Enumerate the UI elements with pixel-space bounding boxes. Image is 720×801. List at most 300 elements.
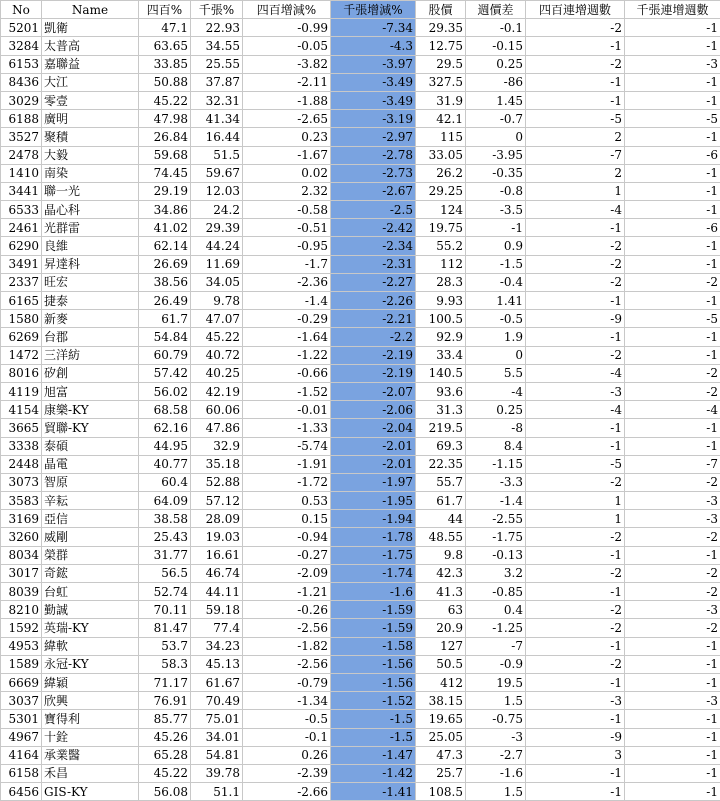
table-row[interactable] bbox=[1, 619, 720, 637]
cell-weekly-diff[interactable]: 3.2 bbox=[466, 564, 526, 582]
table-row[interactable] bbox=[1, 37, 720, 55]
cell-1000-streak[interactable]: -1 bbox=[625, 710, 720, 728]
cell-1000-pct[interactable]: 45.22 bbox=[191, 328, 243, 346]
cell-weekly-diff[interactable]: -1.5 bbox=[466, 255, 526, 273]
cell-400-pct[interactable]: 81.47 bbox=[139, 619, 191, 637]
cell-400-pct[interactable]: 58.3 bbox=[139, 655, 191, 673]
cell-400-streak[interactable]: -5 bbox=[526, 110, 625, 128]
cell-1000-change[interactable]: -3.19 bbox=[331, 110, 416, 128]
cell-1000-pct[interactable]: 40.72 bbox=[191, 346, 243, 364]
cell-400-pct[interactable]: 62.14 bbox=[139, 237, 191, 255]
cell-400-streak[interactable]: -1 bbox=[526, 91, 625, 109]
table-row[interactable] bbox=[1, 528, 720, 546]
cell-weekly-diff[interactable]: -2.7 bbox=[466, 746, 526, 764]
table-row[interactable] bbox=[1, 364, 720, 382]
cell-400-streak[interactable]: -4 bbox=[526, 364, 625, 382]
cell-price[interactable]: 93.6 bbox=[416, 382, 466, 400]
cell-weekly-diff[interactable]: -2.55 bbox=[466, 510, 526, 528]
cell-name[interactable]: 台虹 bbox=[42, 583, 139, 601]
cell-name[interactable]: 十銓 bbox=[42, 728, 139, 746]
cell-400-pct[interactable]: 34.86 bbox=[139, 201, 191, 219]
cell-400-pct[interactable]: 64.09 bbox=[139, 492, 191, 510]
table-row[interactable] bbox=[1, 146, 720, 164]
cell-no[interactable]: 3441 bbox=[1, 182, 42, 200]
cell-name[interactable]: 威剛 bbox=[42, 528, 139, 546]
cell-1000-change[interactable]: -2.26 bbox=[331, 292, 416, 310]
cell-no[interactable]: 8016 bbox=[1, 364, 42, 382]
cell-1000-streak[interactable]: -1 bbox=[625, 728, 720, 746]
cell-1000-change[interactable]: -2.07 bbox=[331, 382, 416, 400]
cell-1000-streak[interactable]: -3 bbox=[625, 692, 720, 710]
table-row[interactable] bbox=[1, 473, 720, 491]
cell-price[interactable]: 327.5 bbox=[416, 73, 466, 91]
cell-weekly-diff[interactable]: -86 bbox=[466, 73, 526, 91]
cell-name[interactable]: 太普高 bbox=[42, 37, 139, 55]
cell-1000-change[interactable]: -2.5 bbox=[331, 201, 416, 219]
cell-no[interactable]: 3527 bbox=[1, 128, 42, 146]
cell-1000-streak[interactable]: -6 bbox=[625, 219, 720, 237]
cell-400-streak[interactable]: 2 bbox=[526, 164, 625, 182]
column-header-400-pct[interactable]: 四百% bbox=[139, 1, 191, 19]
cell-1000-pct[interactable]: 34.05 bbox=[191, 273, 243, 291]
cell-400-change[interactable]: -1.7 bbox=[243, 255, 331, 273]
cell-1000-streak[interactable]: -2 bbox=[625, 583, 720, 601]
table-row[interactable] bbox=[1, 437, 720, 455]
column-header-no[interactable]: No bbox=[1, 1, 42, 19]
cell-1000-pct[interactable]: 51.5 bbox=[191, 146, 243, 164]
cell-weekly-diff[interactable]: 5.5 bbox=[466, 364, 526, 382]
cell-1000-pct[interactable]: 9.78 bbox=[191, 292, 243, 310]
cell-no[interactable]: 8034 bbox=[1, 546, 42, 564]
column-header-1000-streak[interactable]: 千張連增週數 bbox=[625, 1, 720, 19]
cell-name[interactable]: 晶電 bbox=[42, 455, 139, 473]
cell-400-change[interactable]: -1.72 bbox=[243, 473, 331, 491]
cell-1000-change[interactable]: -1.42 bbox=[331, 764, 416, 782]
cell-1000-change[interactable]: -2.42 bbox=[331, 219, 416, 237]
table-row[interactable] bbox=[1, 546, 720, 564]
cell-1000-change[interactable]: -1.95 bbox=[331, 492, 416, 510]
cell-weekly-diff[interactable]: -1.15 bbox=[466, 455, 526, 473]
cell-name[interactable]: 貿聯-KY bbox=[42, 419, 139, 437]
cell-1000-pct[interactable]: 28.09 bbox=[191, 510, 243, 528]
cell-1000-streak[interactable]: -3 bbox=[625, 510, 720, 528]
cell-1000-pct[interactable]: 51.1 bbox=[191, 783, 243, 801]
cell-400-streak[interactable]: -3 bbox=[526, 692, 625, 710]
cell-name[interactable]: 亞信 bbox=[42, 510, 139, 528]
cell-price[interactable]: 115 bbox=[416, 128, 466, 146]
cell-no[interactable]: 3017 bbox=[1, 564, 42, 582]
cell-1000-change[interactable]: -1.74 bbox=[331, 564, 416, 582]
cell-1000-streak[interactable]: -2 bbox=[625, 273, 720, 291]
cell-1000-pct[interactable]: 34.01 bbox=[191, 728, 243, 746]
cell-price[interactable]: 100.5 bbox=[416, 310, 466, 328]
cell-400-pct[interactable]: 56.02 bbox=[139, 382, 191, 400]
cell-1000-streak[interactable]: -7 bbox=[625, 455, 720, 473]
cell-no[interactable]: 3491 bbox=[1, 255, 42, 273]
cell-1000-pct[interactable]: 52.88 bbox=[191, 473, 243, 491]
cell-price[interactable]: 9.93 bbox=[416, 292, 466, 310]
cell-400-change[interactable]: -1.52 bbox=[243, 382, 331, 400]
cell-1000-change[interactable]: -1.6 bbox=[331, 583, 416, 601]
cell-no[interactable]: 4154 bbox=[1, 401, 42, 419]
cell-400-pct[interactable]: 45.22 bbox=[139, 764, 191, 782]
cell-400-change[interactable]: -0.1 bbox=[243, 728, 331, 746]
cell-weekly-diff[interactable]: 1.5 bbox=[466, 692, 526, 710]
cell-400-streak[interactable]: 1 bbox=[526, 510, 625, 528]
cell-1000-change[interactable]: -2.27 bbox=[331, 273, 416, 291]
table-row[interactable] bbox=[1, 382, 720, 400]
cell-price[interactable]: 41.3 bbox=[416, 583, 466, 601]
cell-400-change[interactable]: -0.01 bbox=[243, 401, 331, 419]
cell-400-change[interactable]: -0.58 bbox=[243, 201, 331, 219]
cell-400-pct[interactable]: 70.11 bbox=[139, 601, 191, 619]
cell-1000-change[interactable]: -1.5 bbox=[331, 728, 416, 746]
cell-weekly-diff[interactable]: -1.4 bbox=[466, 492, 526, 510]
cell-400-streak[interactable]: -1 bbox=[526, 673, 625, 691]
cell-400-streak[interactable]: -1 bbox=[526, 637, 625, 655]
cell-price[interactable]: 19.75 bbox=[416, 219, 466, 237]
cell-name[interactable]: 勤誠 bbox=[42, 601, 139, 619]
cell-400-change[interactable]: -0.95 bbox=[243, 237, 331, 255]
cell-no[interactable]: 2337 bbox=[1, 273, 42, 291]
cell-1000-pct[interactable]: 40.25 bbox=[191, 364, 243, 382]
cell-1000-change[interactable]: -4.3 bbox=[331, 37, 416, 55]
cell-price[interactable]: 48.55 bbox=[416, 528, 466, 546]
cell-400-change[interactable]: -3.82 bbox=[243, 55, 331, 73]
cell-price[interactable]: 33.4 bbox=[416, 346, 466, 364]
cell-400-change[interactable]: -1.88 bbox=[243, 91, 331, 109]
table-row[interactable] bbox=[1, 91, 720, 109]
cell-no[interactable]: 3338 bbox=[1, 437, 42, 455]
cell-price[interactable]: 127 bbox=[416, 637, 466, 655]
cell-400-pct[interactable]: 25.43 bbox=[139, 528, 191, 546]
cell-price[interactable]: 31.3 bbox=[416, 401, 466, 419]
cell-400-pct[interactable]: 54.84 bbox=[139, 328, 191, 346]
cell-1000-change[interactable]: -2.19 bbox=[331, 364, 416, 382]
cell-weekly-diff[interactable]: -0.8 bbox=[466, 182, 526, 200]
cell-no[interactable]: 6165 bbox=[1, 292, 42, 310]
cell-400-streak[interactable]: -2 bbox=[526, 619, 625, 637]
cell-1000-streak[interactable]: -1 bbox=[625, 292, 720, 310]
cell-1000-streak[interactable]: -1 bbox=[625, 746, 720, 764]
cell-1000-pct[interactable]: 12.03 bbox=[191, 182, 243, 200]
cell-400-pct[interactable]: 26.69 bbox=[139, 255, 191, 273]
cell-weekly-diff[interactable]: -0.5 bbox=[466, 310, 526, 328]
table-row[interactable] bbox=[1, 728, 720, 746]
table-row[interactable] bbox=[1, 164, 720, 182]
cell-name[interactable]: 康樂-KY bbox=[42, 401, 139, 419]
table-row[interactable] bbox=[1, 73, 720, 91]
table-row[interactable] bbox=[1, 419, 720, 437]
cell-400-change[interactable]: 0.23 bbox=[243, 128, 331, 146]
cell-400-streak[interactable]: -1 bbox=[526, 219, 625, 237]
cell-1000-streak[interactable]: -1 bbox=[625, 346, 720, 364]
cell-400-change[interactable]: 0.26 bbox=[243, 746, 331, 764]
cell-400-streak[interactable]: -2 bbox=[526, 528, 625, 546]
cell-1000-pct[interactable]: 11.69 bbox=[191, 255, 243, 273]
cell-no[interactable]: 4967 bbox=[1, 728, 42, 746]
table-row[interactable] bbox=[1, 255, 720, 273]
cell-price[interactable]: 50.5 bbox=[416, 655, 466, 673]
cell-1000-streak[interactable]: -1 bbox=[625, 73, 720, 91]
cell-400-change[interactable]: 0.02 bbox=[243, 164, 331, 182]
cell-400-streak[interactable]: -1 bbox=[526, 328, 625, 346]
cell-400-pct[interactable]: 33.85 bbox=[139, 55, 191, 73]
cell-name[interactable]: 智原 bbox=[42, 473, 139, 491]
cell-no[interactable]: 5301 bbox=[1, 710, 42, 728]
cell-name[interactable]: 寶得利 bbox=[42, 710, 139, 728]
cell-1000-streak[interactable]: -1 bbox=[625, 637, 720, 655]
cell-price[interactable]: 25.7 bbox=[416, 764, 466, 782]
cell-400-pct[interactable]: 38.56 bbox=[139, 273, 191, 291]
cell-weekly-diff[interactable]: -3 bbox=[466, 728, 526, 746]
cell-weekly-diff[interactable]: -0.4 bbox=[466, 273, 526, 291]
cell-1000-pct[interactable]: 34.55 bbox=[191, 37, 243, 55]
cell-weekly-diff[interactable]: -0.35 bbox=[466, 164, 526, 182]
cell-1000-pct[interactable]: 60.06 bbox=[191, 401, 243, 419]
cell-400-pct[interactable]: 40.77 bbox=[139, 455, 191, 473]
cell-400-streak[interactable]: -2 bbox=[526, 273, 625, 291]
column-header-400-change[interactable]: 四百增減% bbox=[243, 1, 331, 19]
cell-name[interactable]: 緯軟 bbox=[42, 637, 139, 655]
cell-400-streak[interactable]: 1 bbox=[526, 492, 625, 510]
table-row[interactable] bbox=[1, 182, 720, 200]
cell-1000-change[interactable]: -2.78 bbox=[331, 146, 416, 164]
table-row[interactable] bbox=[1, 601, 720, 619]
cell-price[interactable]: 26.2 bbox=[416, 164, 466, 182]
cell-1000-change[interactable]: -1.47 bbox=[331, 746, 416, 764]
cell-400-pct[interactable]: 60.79 bbox=[139, 346, 191, 364]
column-header-name[interactable]: Name bbox=[42, 1, 139, 19]
cell-400-pct[interactable]: 56.08 bbox=[139, 783, 191, 801]
cell-1000-streak[interactable]: -1 bbox=[625, 783, 720, 801]
cell-400-change[interactable]: -0.94 bbox=[243, 528, 331, 546]
cell-no[interactable]: 6158 bbox=[1, 764, 42, 782]
cell-400-streak[interactable]: -1 bbox=[526, 783, 625, 801]
cell-price[interactable]: 44 bbox=[416, 510, 466, 528]
cell-1000-change[interactable]: -2.2 bbox=[331, 328, 416, 346]
cell-name[interactable]: 昇達科 bbox=[42, 255, 139, 273]
table-row[interactable] bbox=[1, 510, 720, 528]
cell-400-pct[interactable]: 68.58 bbox=[139, 401, 191, 419]
cell-400-change[interactable]: -1.67 bbox=[243, 146, 331, 164]
cell-400-pct[interactable]: 26.84 bbox=[139, 128, 191, 146]
cell-400-change[interactable]: -1.21 bbox=[243, 583, 331, 601]
cell-price[interactable]: 22.35 bbox=[416, 455, 466, 473]
cell-name[interactable]: 凱衛 bbox=[42, 19, 139, 37]
table-row[interactable] bbox=[1, 673, 720, 691]
cell-1000-pct[interactable]: 61.67 bbox=[191, 673, 243, 691]
cell-400-change[interactable]: -0.5 bbox=[243, 710, 331, 728]
cell-price[interactable]: 108.5 bbox=[416, 783, 466, 801]
cell-no[interactable]: 3169 bbox=[1, 510, 42, 528]
cell-weekly-diff[interactable]: 1.45 bbox=[466, 91, 526, 109]
cell-400-pct[interactable]: 47.98 bbox=[139, 110, 191, 128]
table-row[interactable] bbox=[1, 328, 720, 346]
cell-1000-streak[interactable]: -3 bbox=[625, 55, 720, 73]
cell-name[interactable]: 南染 bbox=[42, 164, 139, 182]
cell-1000-change[interactable]: -2.06 bbox=[331, 401, 416, 419]
cell-400-change[interactable]: -0.05 bbox=[243, 37, 331, 55]
table-row[interactable] bbox=[1, 564, 720, 582]
cell-400-streak[interactable]: -2 bbox=[526, 473, 625, 491]
cell-1000-pct[interactable]: 46.74 bbox=[191, 564, 243, 582]
cell-1000-pct[interactable]: 47.07 bbox=[191, 310, 243, 328]
cell-no[interactable]: 3029 bbox=[1, 91, 42, 109]
cell-price[interactable]: 20.9 bbox=[416, 619, 466, 637]
cell-400-streak[interactable]: -2 bbox=[526, 601, 625, 619]
cell-400-pct[interactable]: 53.7 bbox=[139, 637, 191, 655]
cell-1000-streak[interactable]: -1 bbox=[625, 91, 720, 109]
cell-weekly-diff[interactable]: 1.9 bbox=[466, 328, 526, 346]
cell-400-pct[interactable]: 56.5 bbox=[139, 564, 191, 582]
cell-1000-change[interactable]: -1.58 bbox=[331, 637, 416, 655]
cell-price[interactable]: 412 bbox=[416, 673, 466, 691]
cell-no[interactable]: 6153 bbox=[1, 55, 42, 73]
cell-no[interactable]: 1580 bbox=[1, 310, 42, 328]
table-row[interactable] bbox=[1, 692, 720, 710]
cell-1000-pct[interactable]: 19.03 bbox=[191, 528, 243, 546]
cell-400-streak[interactable]: 2 bbox=[526, 128, 625, 146]
cell-400-change[interactable]: -2.36 bbox=[243, 273, 331, 291]
cell-name[interactable]: 奇鋐 bbox=[42, 564, 139, 582]
cell-400-change[interactable]: -2.65 bbox=[243, 110, 331, 128]
cell-1000-streak[interactable]: -1 bbox=[625, 546, 720, 564]
cell-400-change[interactable]: -0.29 bbox=[243, 310, 331, 328]
cell-1000-streak[interactable]: -5 bbox=[625, 310, 720, 328]
cell-1000-pct[interactable]: 35.18 bbox=[191, 455, 243, 473]
cell-no[interactable]: 3037 bbox=[1, 692, 42, 710]
cell-weekly-diff[interactable]: -0.1 bbox=[466, 19, 526, 37]
cell-price[interactable]: 112 bbox=[416, 255, 466, 273]
cell-1000-change[interactable]: -1.56 bbox=[331, 673, 416, 691]
cell-1000-change[interactable]: -1.59 bbox=[331, 601, 416, 619]
cell-400-pct[interactable]: 61.7 bbox=[139, 310, 191, 328]
table-row[interactable] bbox=[1, 310, 720, 328]
cell-name[interactable]: 緯穎 bbox=[42, 673, 139, 691]
cell-400-streak[interactable]: -4 bbox=[526, 401, 625, 419]
cell-400-change[interactable]: -0.51 bbox=[243, 219, 331, 237]
cell-1000-change[interactable]: -1.78 bbox=[331, 528, 416, 546]
cell-no[interactable]: 2478 bbox=[1, 146, 42, 164]
cell-400-change[interactable]: -2.39 bbox=[243, 764, 331, 782]
cell-400-change[interactable]: -1.91 bbox=[243, 455, 331, 473]
cell-price[interactable]: 29.35 bbox=[416, 19, 466, 37]
cell-price[interactable]: 124 bbox=[416, 201, 466, 219]
cell-400-change[interactable]: 2.32 bbox=[243, 182, 331, 200]
cell-400-streak[interactable]: -1 bbox=[526, 73, 625, 91]
cell-price[interactable]: 33.05 bbox=[416, 146, 466, 164]
cell-no[interactable]: 6456 bbox=[1, 783, 42, 801]
cell-400-pct[interactable]: 85.77 bbox=[139, 710, 191, 728]
cell-no[interactable]: 3665 bbox=[1, 419, 42, 437]
cell-no[interactable]: 6533 bbox=[1, 201, 42, 219]
cell-400-change[interactable]: -2.56 bbox=[243, 655, 331, 673]
cell-400-change[interactable]: -0.26 bbox=[243, 601, 331, 619]
cell-400-change[interactable]: -1.64 bbox=[243, 328, 331, 346]
cell-1000-change[interactable]: -2.01 bbox=[331, 437, 416, 455]
cell-1000-pct[interactable]: 42.19 bbox=[191, 382, 243, 400]
cell-1000-change[interactable]: -2.21 bbox=[331, 310, 416, 328]
cell-no[interactable]: 1592 bbox=[1, 619, 42, 637]
table-row[interactable] bbox=[1, 292, 720, 310]
cell-no[interactable]: 4164 bbox=[1, 746, 42, 764]
cell-weekly-diff[interactable]: -0.7 bbox=[466, 110, 526, 128]
cell-1000-change[interactable]: -2.97 bbox=[331, 128, 416, 146]
cell-1000-streak[interactable]: -1 bbox=[625, 655, 720, 673]
cell-weekly-diff[interactable]: 0.25 bbox=[466, 55, 526, 73]
cell-400-streak[interactable]: -2 bbox=[526, 55, 625, 73]
cell-1000-change[interactable]: -1.5 bbox=[331, 710, 416, 728]
cell-price[interactable]: 29.5 bbox=[416, 55, 466, 73]
table-row[interactable] bbox=[1, 55, 720, 73]
column-header-price[interactable]: 股價 bbox=[416, 1, 466, 19]
cell-1000-change[interactable]: -3.49 bbox=[331, 91, 416, 109]
cell-weekly-diff[interactable]: -1 bbox=[466, 219, 526, 237]
table-row[interactable] bbox=[1, 746, 720, 764]
cell-1000-streak[interactable]: -1 bbox=[625, 164, 720, 182]
cell-name[interactable]: 新麥 bbox=[42, 310, 139, 328]
cell-400-streak[interactable]: -3 bbox=[526, 382, 625, 400]
cell-price[interactable]: 219.5 bbox=[416, 419, 466, 437]
cell-price[interactable]: 25.05 bbox=[416, 728, 466, 746]
cell-400-streak[interactable]: -5 bbox=[526, 455, 625, 473]
cell-price[interactable]: 19.65 bbox=[416, 710, 466, 728]
cell-400-streak[interactable]: -2 bbox=[526, 346, 625, 364]
table-row[interactable] bbox=[1, 492, 720, 510]
table-row[interactable] bbox=[1, 764, 720, 782]
cell-1000-pct[interactable]: 25.55 bbox=[191, 55, 243, 73]
cell-1000-pct[interactable]: 44.11 bbox=[191, 583, 243, 601]
cell-price[interactable]: 55.7 bbox=[416, 473, 466, 491]
table-row[interactable] bbox=[1, 273, 720, 291]
cell-no[interactable]: 1410 bbox=[1, 164, 42, 182]
cell-1000-change[interactable]: -1.97 bbox=[331, 473, 416, 491]
cell-no[interactable]: 2461 bbox=[1, 219, 42, 237]
cell-1000-streak[interactable]: -2 bbox=[625, 619, 720, 637]
cell-400-pct[interactable]: 63.65 bbox=[139, 37, 191, 55]
cell-1000-change[interactable]: -1.56 bbox=[331, 655, 416, 673]
cell-no[interactable]: 4119 bbox=[1, 382, 42, 400]
cell-no[interactable]: 1472 bbox=[1, 346, 42, 364]
cell-400-pct[interactable]: 38.58 bbox=[139, 510, 191, 528]
cell-1000-change[interactable]: -2.04 bbox=[331, 419, 416, 437]
cell-no[interactable]: 6269 bbox=[1, 328, 42, 346]
cell-400-streak[interactable]: -7 bbox=[526, 146, 625, 164]
cell-1000-pct[interactable]: 34.23 bbox=[191, 637, 243, 655]
cell-400-pct[interactable]: 57.42 bbox=[139, 364, 191, 382]
cell-1000-change[interactable]: -1.52 bbox=[331, 692, 416, 710]
cell-400-pct[interactable]: 45.22 bbox=[139, 91, 191, 109]
cell-1000-change[interactable]: -1.94 bbox=[331, 510, 416, 528]
cell-1000-pct[interactable]: 32.9 bbox=[191, 437, 243, 455]
cell-price[interactable]: 55.2 bbox=[416, 237, 466, 255]
cell-price[interactable]: 92.9 bbox=[416, 328, 466, 346]
cell-400-streak[interactable]: -1 bbox=[526, 37, 625, 55]
cell-no[interactable]: 8210 bbox=[1, 601, 42, 619]
cell-400-change[interactable]: -0.66 bbox=[243, 364, 331, 382]
cell-400-streak[interactable]: -1 bbox=[526, 710, 625, 728]
cell-price[interactable]: 140.5 bbox=[416, 364, 466, 382]
cell-400-streak[interactable]: 1 bbox=[526, 182, 625, 200]
cell-1000-pct[interactable]: 77.4 bbox=[191, 619, 243, 637]
cell-400-pct[interactable]: 50.88 bbox=[139, 73, 191, 91]
cell-no[interactable]: 3284 bbox=[1, 37, 42, 55]
cell-1000-pct[interactable]: 16.61 bbox=[191, 546, 243, 564]
cell-1000-streak[interactable]: -1 bbox=[625, 419, 720, 437]
cell-400-pct[interactable]: 71.17 bbox=[139, 673, 191, 691]
cell-no[interactable]: 3260 bbox=[1, 528, 42, 546]
